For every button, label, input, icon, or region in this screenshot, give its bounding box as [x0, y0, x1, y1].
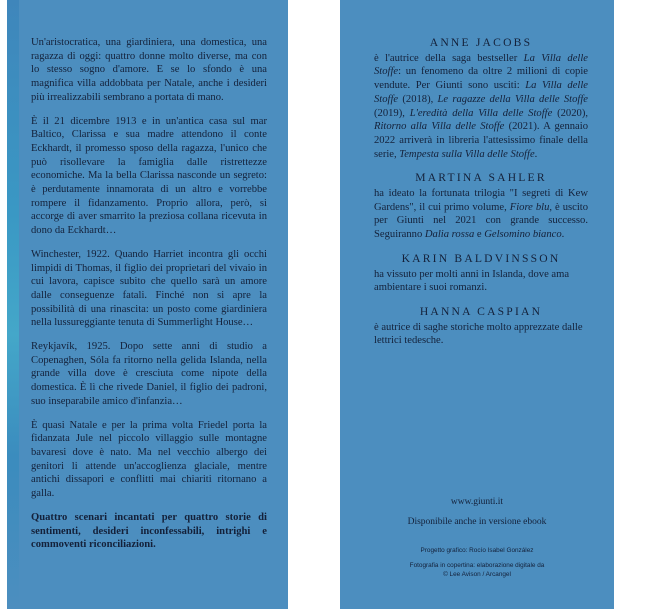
publisher-website: www.giunti.it [450, 497, 504, 507]
author-bio-3: ha vissuto per molti anni in Islanda, dove ama ambientare i suoi romanzi. [374, 268, 570, 294]
authors-section [374, 36, 588, 358]
book-title: Ritorno alla Villa delle Stoffe [374, 121, 505, 133]
ebook-notice: Disponibile anche in versione ebook [407, 517, 547, 527]
synopsis-paragraph-5: È quasi Natale e per la prima volta Friedel porta la fidanzata Jule nel piccolo villaggio sulle montagne bavaresi dove è nato. Ma nel vecchio albergo dei genitori li attende un'accoglienza glaciale, mentre antichi dissapori e conflitti mai chiariti ritornano a galla. [31, 419, 267, 500]
author-name-3: KARIN BALDVINSSON [401, 251, 561, 265]
back-flap-panel [7, 0, 288, 609]
bio-text: (2021). A gennaio 2022 arriverà in libreria l'attesissimo finale della serie, [374, 121, 588, 160]
synopsis-paragraph-2: È il 21 dicembre 1913 e in un'antica casa sul mar Baltico, Clarissa e sua madre attendono il conte Eckhardt, il promesso sposo della ragazza, l'unico che può risollevare la famiglia dalle ristrettezze economiche. Ma la bella Clarissa nasconde un segreto: è perdutamente innamorata di un altro e vorrebbe rompere il fidanzamento. Proprio allora, però, si accorge di aver smarrito la preziosa collana ricevuta in dono da Eckhardt… [31, 115, 267, 237]
bio-text: e [474, 229, 485, 241]
synopsis-tagline: Quattro scenari incantati per quattro storie di sentimenti, desideri inconfessabili, intrighi e commoventi riconciliazioni. [31, 511, 267, 551]
bio-text: è l'autrice della saga bestseller [374, 52, 524, 64]
bio-text: : un fenomeno da oltre 2 milioni di copie vendute. Per Giunti sono usciti: [374, 66, 588, 92]
book-title: La Villa delle Stoffe [374, 52, 589, 78]
credits [340, 546, 614, 579]
bio-text: (2018), [398, 93, 438, 105]
author-name-1: ANNE JACOBS [429, 36, 533, 49]
credit-cover-line-2: © Lee Avison / Arcangel [443, 571, 511, 578]
cover-image-edge [7, 0, 19, 609]
credit-cover-line-1: Fotografia in copertina: elaborazione digitale da [409, 562, 545, 569]
book-title: Dalia rossa [424, 229, 475, 241]
author-bio-2 [374, 187, 588, 242]
synopsis-text [31, 36, 267, 562]
book-title: Fiore blu [509, 201, 550, 213]
synopsis-paragraph-3: Winchester, 1922. Quando Harriet incontra gli occhi limpidi di Thomas, il figlio dei proprietari del vivaio in cui lavora, capisce subito che quello sarà un amore dalle conseguenze fatali. Finché non si apre la possibilità di una rinascita: un posto come giardiniera nella lussureggiante tenuta di Summerlight House… [31, 248, 267, 329]
book-title: Tempesta sulla Villa delle Stoffe [399, 148, 535, 160]
synopsis-paragraph-1: Un'aristocratica, una giardiniera, una domestica, una ragazza di oggi: quattro donne molto diverse, ma con lo stesso sogno d'amore. E se lo sfondo è una magnifica villa addobbata per Natale, anche i desideri più irrealizzabili sembrano a portata di mano. [31, 37, 267, 103]
author-bio-1 [374, 52, 588, 162]
bio-text: . [561, 229, 565, 241]
bio-text: . [534, 148, 538, 160]
book-title: Le ragazze della Villa delle Stoffe [437, 93, 588, 105]
book-title: L'eredità della Villa delle Stoffe [409, 107, 553, 119]
bio-text: (2020), [552, 107, 588, 119]
author-name-4: HANNA CASPIAN [419, 304, 543, 318]
bio-text: , è uscito per Giunti nel 2021 con grande successo. Seguiranno [374, 201, 589, 241]
front-flap-panel [340, 0, 614, 609]
synopsis-paragraph-4: Reykjavík, 1925. Dopo sette anni di studio a Copenaghen, Sóla fa ritorno nella gelida Islanda, nella grande villa dove è cresciuta come nipote della domestica. È lì che rivede Daniel, il figlio dei padroni, suo inseparabile amico d'infanzia… [31, 341, 267, 407]
credit-design: Progetto grafico: Rocío Isabel González [420, 547, 534, 554]
bio-text: (2019), [374, 107, 410, 119]
author-bio-4: è autrice di saghe storiche molto apprezzate dalle lettrici tedesche. [374, 321, 583, 347]
book-title: La Villa delle Stoffe [374, 80, 588, 105]
book-title: Gelsomino bianco [484, 229, 562, 241]
bio-text: ha ideato la fortunata trilogia "I segreti di Kew Gardens", il cui primo volume, [374, 188, 588, 213]
author-name-2: MARTINA SAHLER [415, 171, 547, 185]
